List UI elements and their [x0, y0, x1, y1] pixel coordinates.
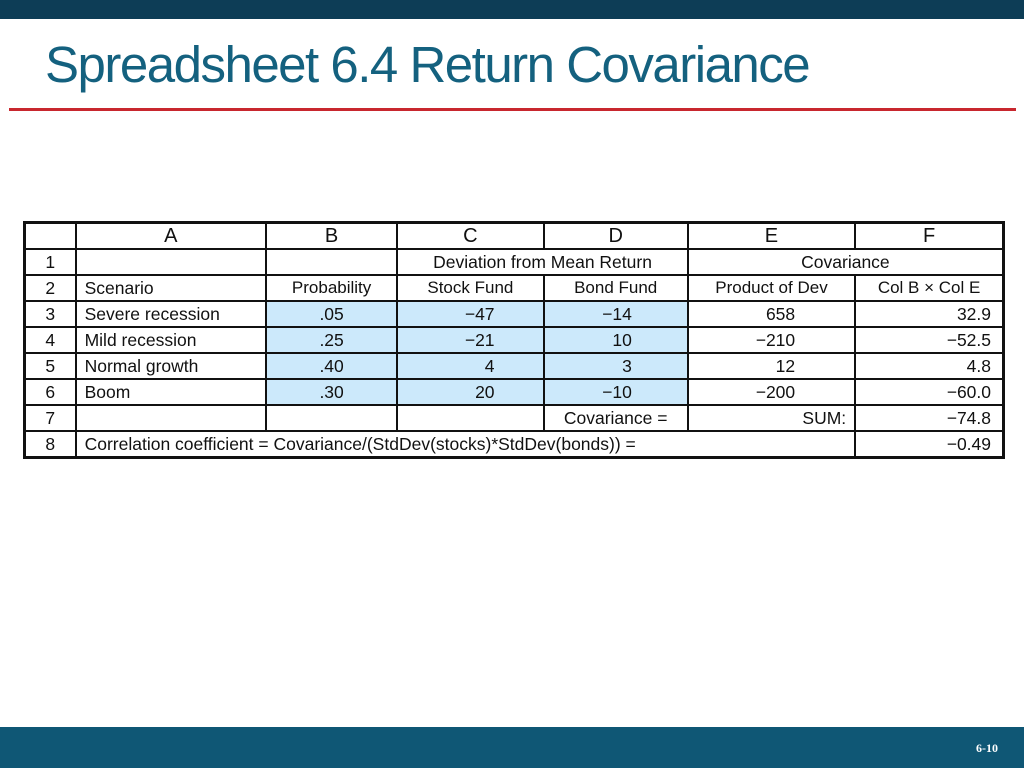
row-number: 7: [25, 405, 76, 431]
cell-a1: [76, 249, 266, 275]
stock-fund-header: Stock Fund: [397, 275, 543, 301]
column-header-row: [25, 223, 1004, 250]
covariance-header: Covariance: [688, 249, 1004, 275]
probability-value: .40: [266, 353, 397, 379]
bond-deviation: −10: [544, 379, 688, 405]
title-divider: [9, 108, 1016, 111]
sum-label: SUM:: [688, 405, 855, 431]
table-row: [25, 379, 1004, 405]
table-row: [25, 431, 1004, 458]
product-of-dev-value: 12: [688, 353, 855, 379]
table-row: [25, 353, 1004, 379]
row-number: 4: [25, 327, 76, 353]
stock-deviation: −21: [397, 327, 543, 353]
product-of-dev-value: −200: [688, 379, 855, 405]
probability-header: Probability: [266, 275, 397, 301]
weighted-product-value: −60.0: [855, 379, 1003, 405]
row-number: 3: [25, 301, 76, 327]
stock-deviation: 20: [397, 379, 543, 405]
slide-number: 6-10: [976, 741, 998, 755]
probability-value: .05: [266, 301, 397, 327]
column-header-a: A: [76, 223, 266, 250]
scenario-name: Mild recession: [76, 327, 266, 353]
deviation-header: Deviation from Mean Return: [397, 249, 688, 275]
probability-value: .30: [266, 379, 397, 405]
column-header-b: B: [266, 223, 397, 250]
weighted-product-value: 4.8: [855, 353, 1003, 379]
scenario-header: Scenario: [76, 275, 266, 301]
stock-deviation: −47: [397, 301, 543, 327]
bond-fund-header: Bond Fund: [544, 275, 688, 301]
row-number: 5: [25, 353, 76, 379]
col-b-x-col-e-header: Col B × Col E: [855, 275, 1003, 301]
column-header-c: C: [397, 223, 543, 250]
spreadsheet-table: [23, 221, 1005, 459]
product-of-dev-value: 658: [688, 301, 855, 327]
column-header-f: F: [855, 223, 1003, 250]
table-row: [25, 405, 1004, 431]
bottom-banner: [0, 727, 1024, 768]
row-number: 6: [25, 379, 76, 405]
table-row: [25, 301, 1004, 327]
stock-deviation: 4: [397, 353, 543, 379]
product-of-dev-value: −210: [688, 327, 855, 353]
covariance-label: Covariance =: [544, 405, 688, 431]
cell-a7: [76, 405, 266, 431]
row-number: 2: [25, 275, 76, 301]
bond-deviation: −14: [544, 301, 688, 327]
scenario-name: Boom: [76, 379, 266, 405]
bond-deviation: 10: [544, 327, 688, 353]
column-header-e: E: [688, 223, 855, 250]
correlation-formula: Correlation coefficient = Covariance/(StdDev(stocks)*StdDev(bonds)) =: [76, 431, 856, 458]
bond-deviation: 3: [544, 353, 688, 379]
probability-value: .25: [266, 327, 397, 353]
top-banner: [0, 0, 1024, 19]
table-row: [25, 249, 1004, 275]
row-number: 8: [25, 431, 76, 458]
slide-title: Spreadsheet 6.4 Return Covariance: [45, 36, 810, 93]
row-number: 1: [25, 249, 76, 275]
cell-b7: [266, 405, 397, 431]
table-row: [25, 275, 1004, 301]
weighted-product-value: −52.5: [855, 327, 1003, 353]
cell-b1: [266, 249, 397, 275]
covariance-sum-value: −74.8: [855, 405, 1003, 431]
column-header-d: D: [544, 223, 688, 250]
cell-c7: [397, 405, 543, 431]
weighted-product-value: 32.9: [855, 301, 1003, 327]
scenario-name: Normal growth: [76, 353, 266, 379]
product-of-dev-header: Product of Dev: [688, 275, 855, 301]
scenario-name: Severe recession: [76, 301, 266, 327]
correlation-value: −0.49: [855, 431, 1003, 458]
corner-cell: [25, 223, 76, 250]
table-row: [25, 327, 1004, 353]
